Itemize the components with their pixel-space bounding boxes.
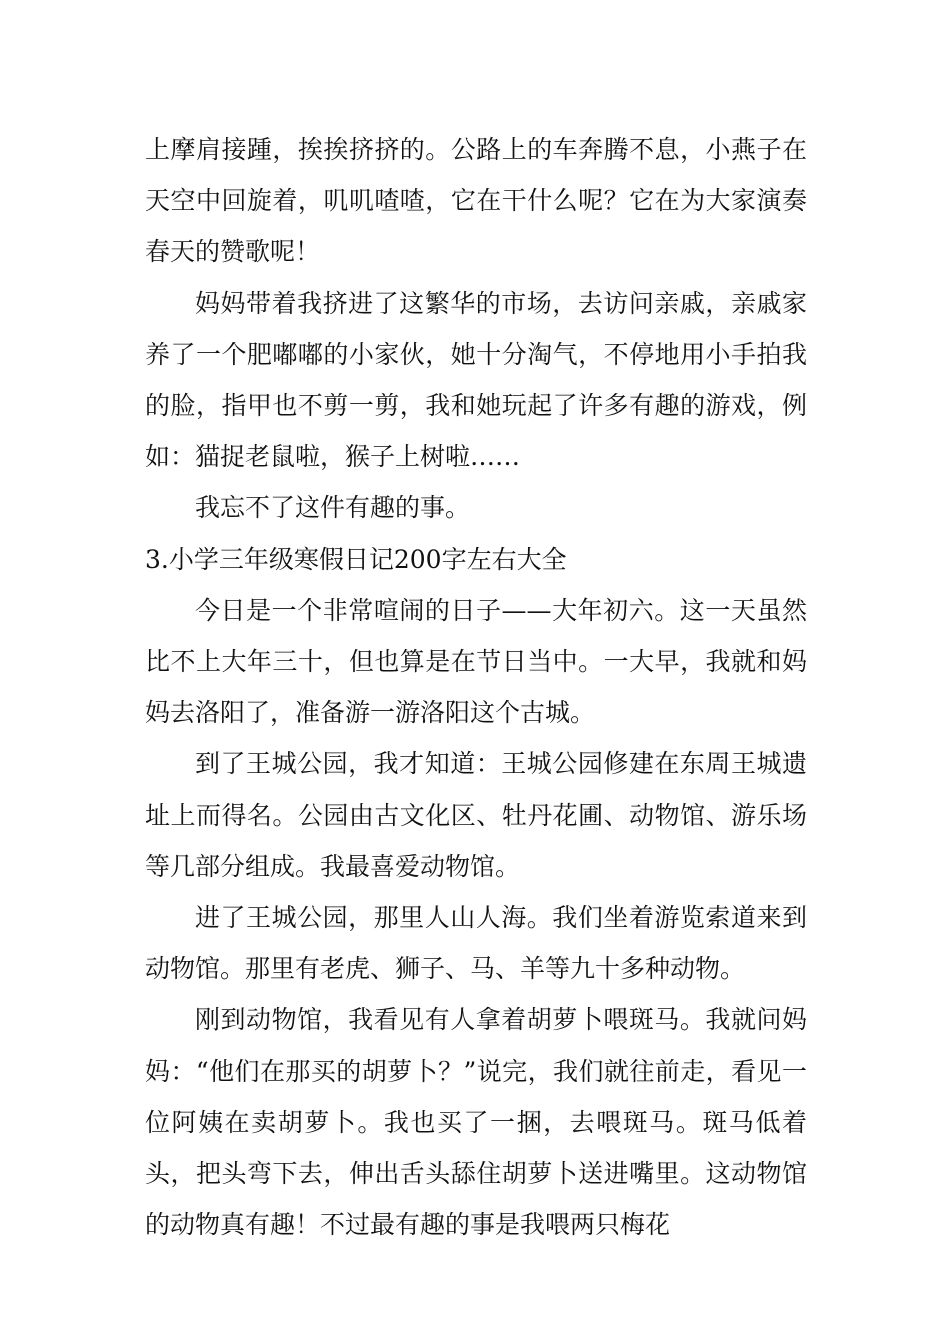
paragraph: 今日是一个非常喧闹的日子——大年初六。这一天虽然比不上大年三十，但也算是在节日当中。一大早，我就和妈妈去洛阳了，准备游一游洛阳这个古城。 — [145, 595, 807, 728]
paragraph: 我忘不了这件有趣的事。 — [195, 493, 471, 523]
paragraph: 妈妈带着我挤进了这繁华的市场，去访问亲戚，亲戚家养了一个肥嘟嘟的小家伙，她十分淘气，不停地用小手拍我的脸，指甲也不剪一剪，我和她玩起了许多有趣的游戏，例如：猫捉老鼠啦，猴子上树啦…… — [145, 288, 807, 472]
section-heading: 3.小学三年级寒假日记200字左右大全 — [145, 544, 567, 574]
paragraph-continuation: 上摩肩接踵，挨挨挤挤的。公路上的车奔腾不息，小燕子在天空中回旋着，叽叽喳喳，它在干什么呢？它在为大家演奏春天的赞歌呢！ — [145, 135, 807, 267]
paragraph: 刚到动物馆，我看见有人拿着胡萝卜喂斑马。我就问妈妈：“他们在那买的胡萝卜？”说完，我们就往前走，看见一位阿姨在卖胡萝卜。我也买了一捆，去喂斑马。斑马低着头，把头弯下去，伸出舌头舔住胡萝卜送进嘴里。这动物馆的动物真有趣！不过最有趣的事是我喂两只梅花 — [145, 1005, 807, 1240]
document-body — [145, 124, 807, 1250]
paragraph: 到了王城公园，我才知道：王城公园修建在东周王城遗址上而得名。公园由古文化区、牡丹花圃、动物馆、游乐场等几部分组成。我最喜爱动物馆。 — [145, 749, 807, 881]
paragraph: 进了王城公园，那里人山人海。我们坐着游览索道来到动物馆。那里有老虎、狮子、马、羊等九十多种动物。 — [145, 903, 807, 984]
